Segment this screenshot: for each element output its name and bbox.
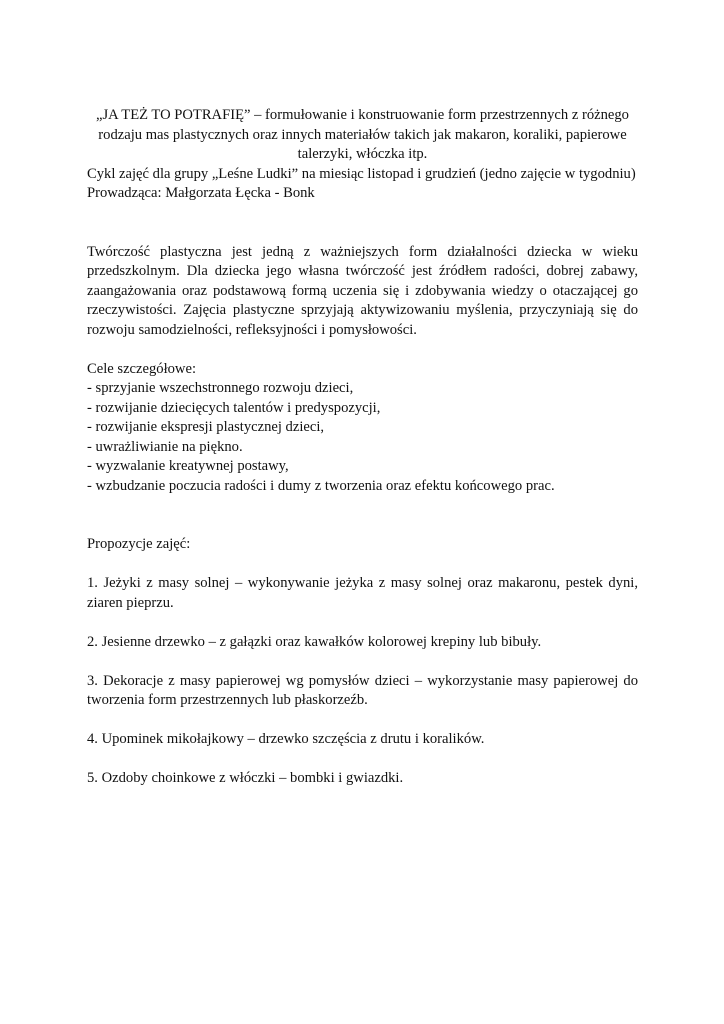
intro-paragraph: Twórczość plastyczna jest jedną z ważniejszych form działalności dziecka w wieku przedszkolnym. Dla dziecka jego własna twórczość jest źródłem radości, dobrej zabawy, zaangażowania oraz podstawową formą uczenia się i zdobywania wiedzy o otaczającej go rzeczywistości. Zajęcia plastyczne sprzyjają aktywizowaniu myślenia, przyczyniają się do rozwoju samodzielności, refleksyjności i pomysłowości.: [87, 243, 638, 338]
goals-section: [87, 360, 638, 497]
leader-info: Prowadząca: Małgorzata Łęcka - Bonk: [87, 185, 315, 201]
goal-item: - rozwijanie dziecięcych talentów i predyspozycji,: [87, 399, 381, 416]
goal-item: - uwrażliwianie na piękno.: [87, 438, 243, 455]
goals-list: [87, 379, 638, 496]
document-page: [87, 106, 638, 789]
cycle-info: Cykl zajęć dla grupy „Leśne Ludki” na miesiąc listopad i grudzień (jedno zajęcie w tygodniu): [87, 165, 636, 182]
document-header: [87, 106, 638, 204]
proposal-item-2: 2. Jesienne drzewko – z gałązki oraz kawałków kolorowej krepiny lub bibuły.: [87, 633, 542, 650]
goals-title: Cele szczegółowe:: [87, 360, 196, 377]
intro-section: [87, 243, 638, 341]
title-line-2: rodzaju mas plastycznych oraz innych materiałów takich jak makaron, koraliki, papierowe: [98, 126, 627, 143]
proposal-item-1: 1. Jeżyki z masy solnej – wykonywanie jeżyka z masy solnej oraz makaronu, pestek dyni, ziaren pieprzu.: [87, 575, 638, 611]
goal-item: - sprzyjanie wszechstronnego rozwoju dzieci,: [87, 380, 354, 396]
title-line-1: „JA TEŻ TO POTRAFIĘ” – formułowanie i konstruowanie form przestrzennych z różnego: [96, 107, 629, 123]
proposal-item-3: 3. Dekoracje z masy papierowej wg pomysłów dzieci – wykorzystanie masy papierowej do tworzenia form przestrzennych lub płaskorzeźb.: [87, 672, 638, 708]
proposal-item-5: 5. Ozdoby choinkowe z włóczki – bombki i gwiazdki.: [87, 770, 404, 786]
proposal-item-4: 4. Upominek mikołajkowy – drzewko szczęścia z drutu i koralików.: [87, 731, 485, 747]
title-line-3: talerzyki, włóczka itp.: [297, 146, 428, 162]
goal-item: - wzbudzanie poczucia radości i dumy z tworzenia oraz efektu końcowego prac.: [87, 477, 555, 494]
proposals-title: Propozycje zajęć:: [87, 536, 191, 552]
goal-item: - rozwijanie ekspresji plastycznej dzieci,: [87, 419, 325, 435]
goal-item: - wyzwalanie kreatywnej postawy,: [87, 458, 289, 474]
proposals-section: [87, 535, 638, 789]
